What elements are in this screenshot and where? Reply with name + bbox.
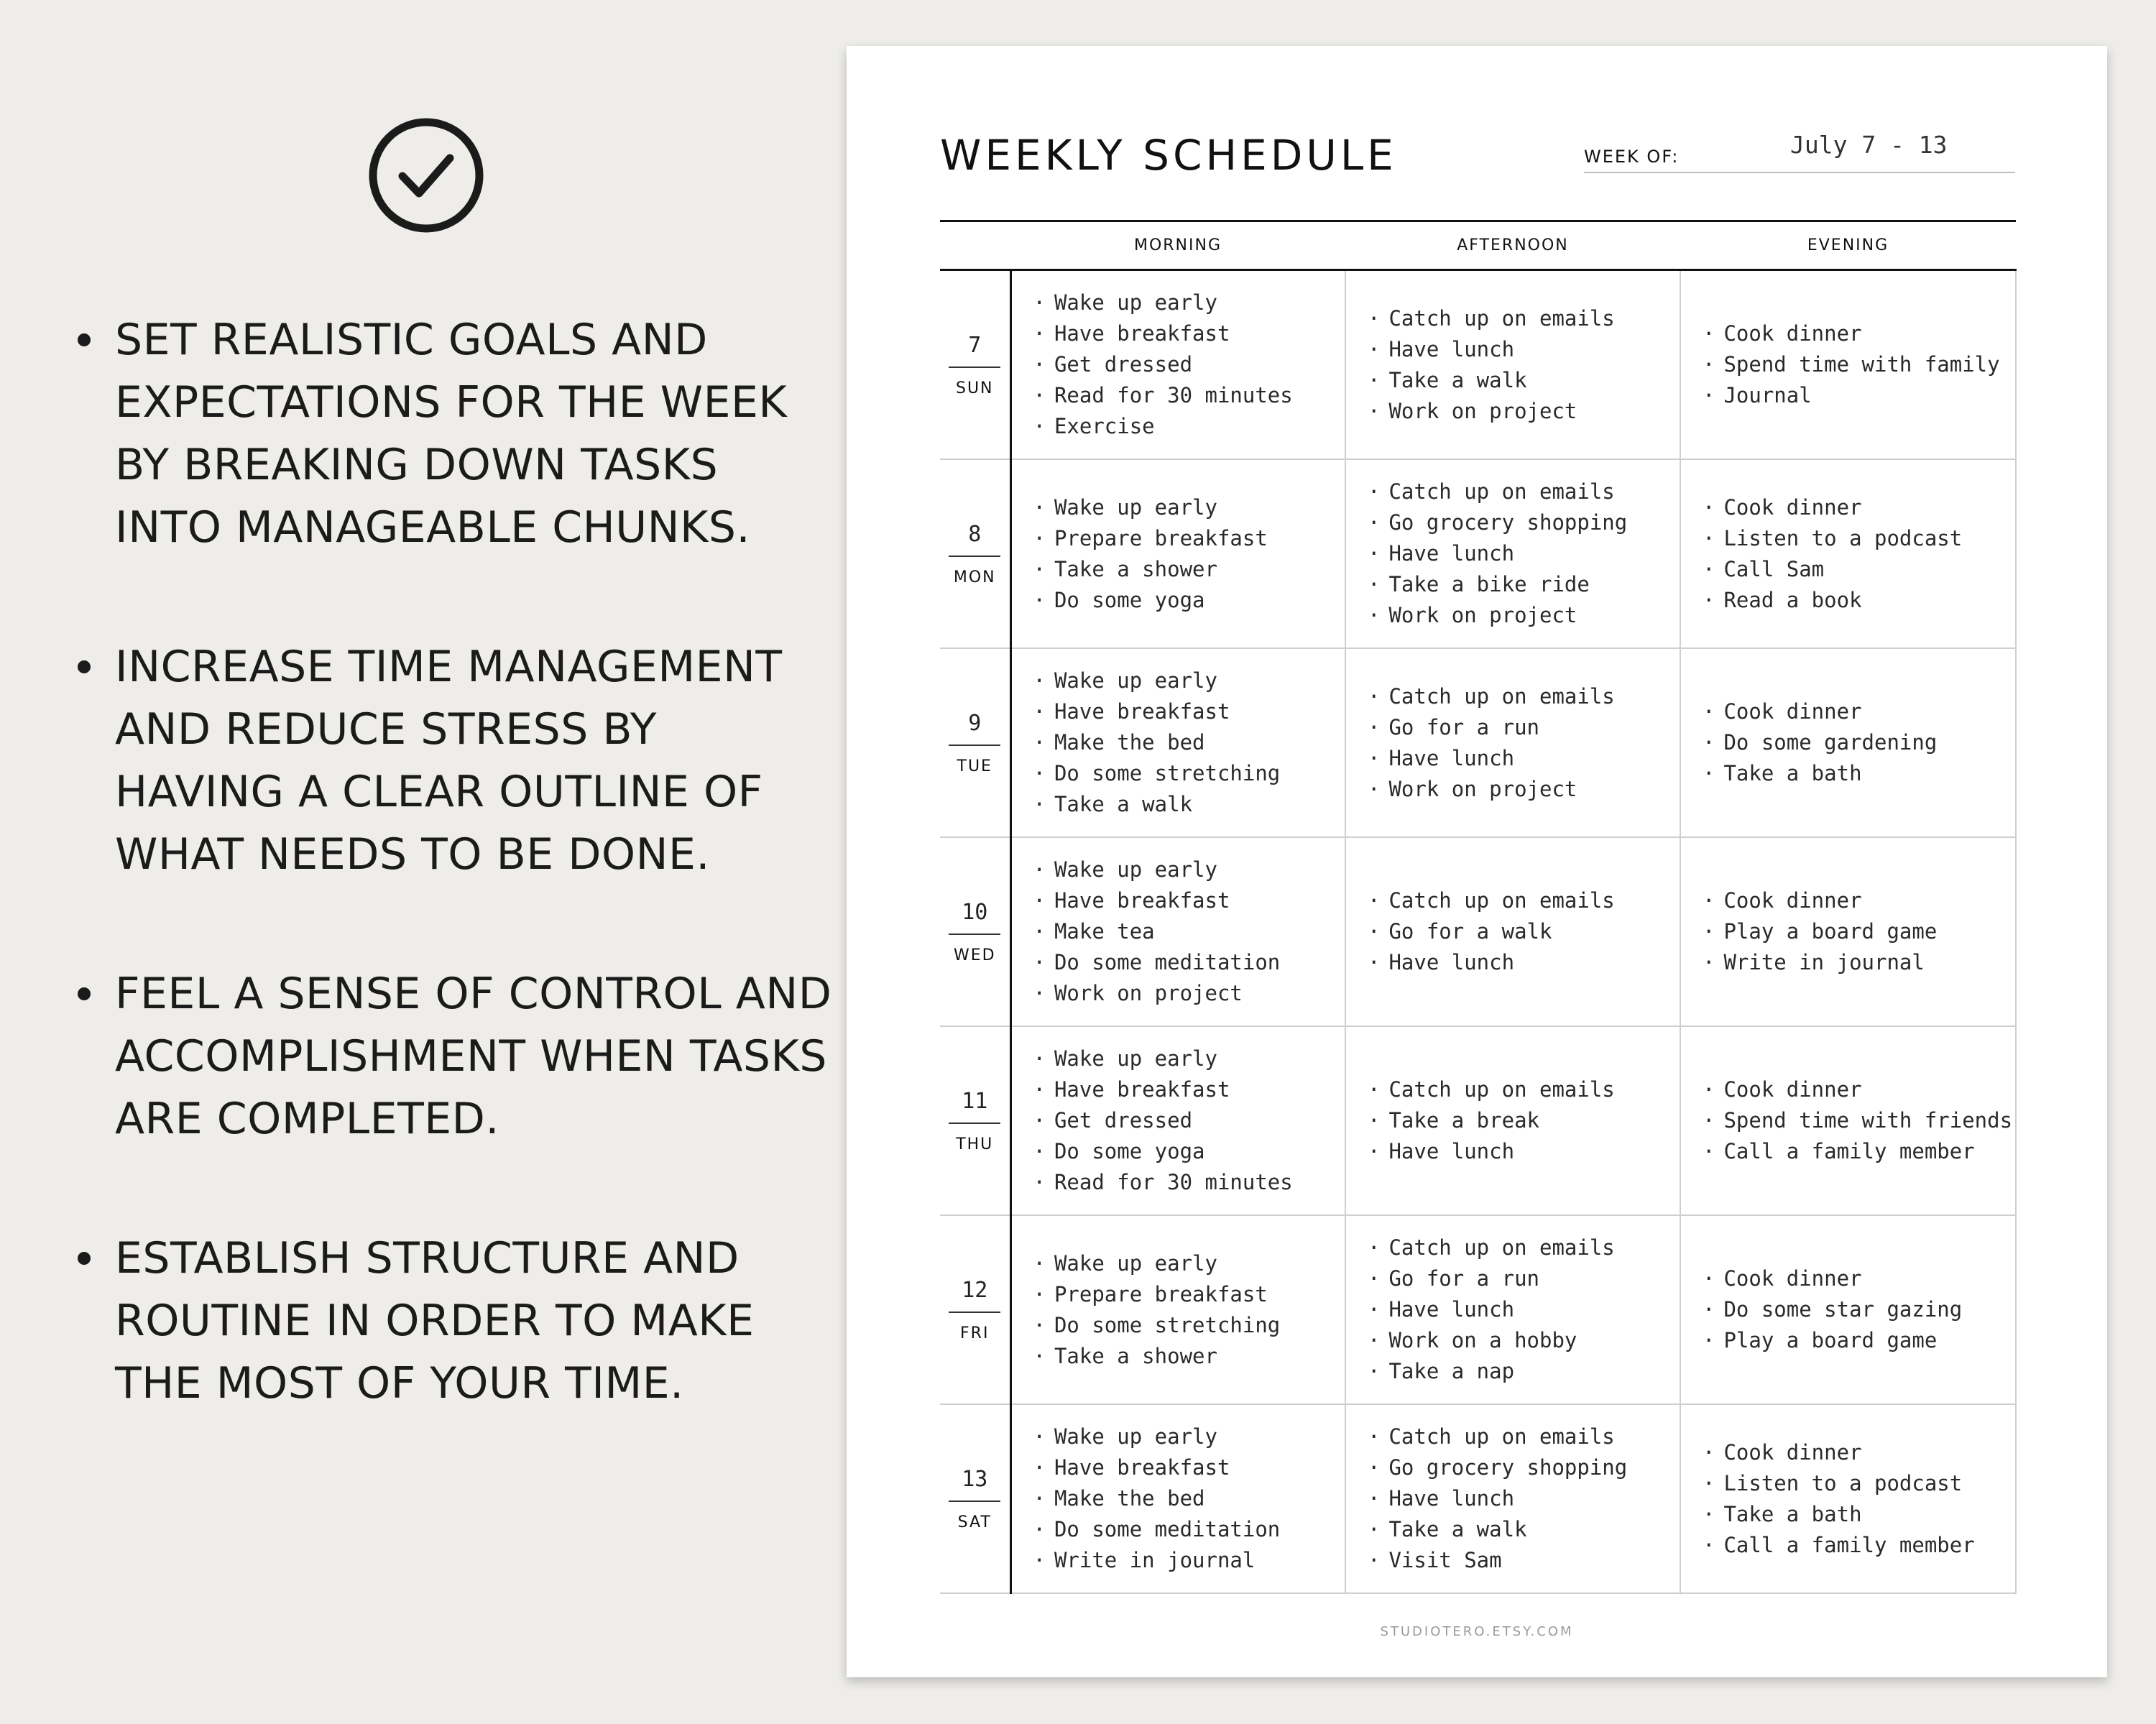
task-item: · Take a bike ride [1368,569,1680,600]
task-item: · Do some meditation [1033,1514,1345,1545]
afternoon-cell [1345,1026,1680,1215]
task-item: · Have lunch [1368,538,1680,569]
column-header-evening: EVENING [1680,221,2016,270]
task-item: · Work on project [1368,774,1680,805]
afternoon-cell [1345,648,1680,837]
task-item: · Have breakfast [1033,1074,1345,1105]
task-item: · Visit Sam [1368,1545,1680,1576]
afternoon-task-list [1368,1074,1680,1167]
afternoon-cell [1345,1215,1680,1404]
benefit-text: ESTABLISH STRUCTURE AND ROUTINE IN ORDER TO MAKE THE MOST OF YOUR TIME. [115,1233,755,1409]
task-item: · Work on project [1368,396,1680,427]
day-name: WED [953,946,996,964]
schedule-sheet [847,46,2107,1677]
task-item: · Have breakfast [1033,318,1345,349]
day-name: SUN [955,379,994,397]
day-name: THU [956,1135,994,1153]
task-item: · Make the bed [1033,727,1345,758]
evening-cell [1680,837,2016,1026]
day-number: 12 [949,1278,1000,1313]
afternoon-task-list [1368,303,1680,427]
benefit-item [72,1227,834,1415]
task-item: · Work on a hobby [1368,1325,1680,1356]
task-item: · Cook dinner [1703,1074,2015,1105]
morning-task-list [1033,492,1345,616]
task-item: · Take a bath [1703,1499,2015,1530]
evening-cell [1680,1404,2016,1593]
corner-header [940,221,1010,270]
evening-task-list [1703,885,2015,978]
benefit-item [72,309,834,559]
task-item: · Take a break [1368,1105,1680,1136]
day-row [940,459,2016,648]
task-item: · Do some yoga [1033,1136,1345,1167]
task-item: · Go grocery shopping [1368,1452,1680,1483]
week-of-label: WEEK OF: [1584,147,1680,167]
task-item: · Do some yoga [1033,585,1345,616]
afternoon-task-list [1368,1421,1680,1576]
task-item: · Go grocery shopping [1368,507,1680,538]
task-item: · Go for a run [1368,1263,1680,1294]
task-item: · Get dressed [1033,349,1345,380]
benefit-text: INCREASE TIME MANAGEMENT AND REDUCE STRESS BY HAVING A CLEAR OUTLINE OF WHAT NEEDS TO BE DONE. [115,642,783,880]
task-item: · Make the bed [1033,1483,1345,1514]
day-name: TUE [957,757,992,775]
task-item: · Cook dinner [1703,696,2015,727]
day-cell [940,648,1010,837]
task-item: · Have breakfast [1033,1452,1345,1483]
task-item: · Wake up early [1033,492,1345,523]
task-item: · Write in journal [1703,947,2015,978]
morning-cell [1010,1215,1345,1404]
day-number: 11 [949,1089,1000,1124]
task-item: · Catch up on emails [1368,1232,1680,1263]
task-item: · Take a bath [1703,758,2015,789]
day-cell [940,1404,1010,1593]
task-item: · Exercise [1033,411,1345,442]
evening-cell [1680,270,2016,460]
task-item: · Prepare breakfast [1033,1279,1345,1310]
day-name: MON [953,568,996,586]
task-item: · Take a walk [1368,1514,1680,1545]
column-header-morning: MORNING [1010,221,1345,270]
week-of-value: July 7 - 13 [1790,131,1948,159]
morning-task-list [1033,854,1345,1009]
task-item: · Take a walk [1033,789,1345,820]
morning-cell [1010,837,1345,1026]
sheet-title: WEEKLY SCHEDULE [940,131,1397,180]
task-item: · Play a board game [1703,1325,2015,1356]
benefits-list [72,309,834,1492]
task-item: · Take a nap [1368,1356,1680,1387]
task-item: · Have breakfast [1033,696,1345,727]
day-number: 8 [949,522,1000,557]
task-item: · Do some star gazing [1703,1294,2015,1325]
task-item: · Do some gardening [1703,727,2015,758]
task-item: · Wake up early [1033,854,1345,885]
task-item: · Have breakfast [1033,885,1345,916]
task-item: · Have lunch [1368,947,1680,978]
task-item: · Journal [1703,380,2015,411]
morning-task-list [1033,1248,1345,1372]
task-item: · Prepare breakfast [1033,523,1345,554]
task-item: · Have lunch [1368,1294,1680,1325]
check-circle-icon [368,117,484,234]
task-item: · Catch up on emails [1368,681,1680,712]
task-item: · Take a walk [1368,365,1680,396]
task-item: · Write in journal [1033,1545,1345,1576]
day-cell [940,837,1010,1026]
day-number: 13 [949,1467,1000,1502]
task-item: · Cook dinner [1703,318,2015,349]
afternoon-cell [1345,270,1680,460]
footer-url: STUDIOTERO.ETSY.COM [1380,1624,1574,1639]
afternoon-cell [1345,459,1680,648]
evening-cell [1680,648,2016,837]
morning-cell [1010,648,1345,837]
task-item: · Do some meditation [1033,947,1345,978]
task-item: · Catch up on emails [1368,1421,1680,1452]
task-item: · Have lunch [1368,743,1680,774]
evening-cell [1680,1215,2016,1404]
task-item: · Have lunch [1368,334,1680,365]
evening-task-list [1703,1437,2015,1561]
task-item: · Catch up on emails [1368,476,1680,507]
task-item: · Spend time with friends [1703,1105,2015,1136]
benefit-item [72,963,834,1151]
evening-task-list [1703,492,2015,616]
task-item: · Work on project [1368,600,1680,631]
column-header-afternoon: AFTERNOON [1345,221,1680,270]
schedule-table [940,220,2017,1594]
bullet-icon [78,660,91,673]
afternoon-cell [1345,1404,1680,1593]
week-of-line [1584,172,2015,173]
task-item: · Catch up on emails [1368,885,1680,916]
task-item: · Call a family member [1703,1530,2015,1561]
task-item: · Wake up early [1033,1421,1345,1452]
task-item: · Call a family member [1703,1136,2015,1167]
morning-task-list [1033,287,1345,442]
evening-task-list [1703,318,2015,411]
task-item: · Wake up early [1033,665,1345,696]
evening-task-list [1703,1074,2015,1167]
day-number: 7 [949,333,1000,368]
task-item: · Do some stretching [1033,1310,1345,1341]
afternoon-task-list [1368,885,1680,978]
day-row [940,1026,2016,1215]
task-item: · Make tea [1033,916,1345,947]
task-item: · Go for a walk [1368,916,1680,947]
evening-cell [1680,459,2016,648]
task-item: · Cook dinner [1703,492,2015,523]
task-item: · Take a shower [1033,554,1345,585]
day-cell [940,270,1010,460]
morning-cell [1010,1404,1345,1593]
task-item: · Get dressed [1033,1105,1345,1136]
bullet-icon [78,987,91,1000]
task-item: · Call Sam [1703,554,2015,585]
day-cell [940,459,1010,648]
task-item: · Cook dinner [1703,1263,2015,1294]
benefit-text: FEEL A SENSE OF CONTROL AND ACCOMPLISHMENT WHEN TASKS ARE COMPLETED. [115,969,832,1144]
task-item: · Listen to a podcast [1703,1468,2015,1499]
task-item: · Have lunch [1368,1136,1680,1167]
morning-cell [1010,459,1345,648]
bullet-icon [78,1252,91,1265]
task-item: · Spend time with family [1703,349,2015,380]
task-item: · Wake up early [1033,1043,1345,1074]
afternoon-task-list [1368,1232,1680,1387]
task-item: · Catch up on emails [1368,1074,1680,1105]
task-item: · Cook dinner [1703,1437,2015,1468]
task-item: · Wake up early [1033,1248,1345,1279]
day-cell [940,1215,1010,1404]
benefit-text: SET REALISTIC GOALS AND EXPECTATIONS FOR THE WEEK BY BREAKING DOWN TASKS INTO MANAGEABLE CHUNKS. [115,315,788,553]
day-name: FRI [960,1324,990,1342]
task-item: · Read for 30 minutes [1033,380,1345,411]
task-item: · Have lunch [1368,1483,1680,1514]
morning-task-list [1033,1421,1345,1576]
day-number: 9 [949,711,1000,746]
day-row [940,1404,2016,1593]
evening-task-list [1703,1263,2015,1356]
afternoon-cell [1345,837,1680,1026]
benefit-item [72,636,834,886]
task-item: · Catch up on emails [1368,303,1680,334]
task-item: · Play a board game [1703,916,2015,947]
morning-cell [1010,270,1345,460]
evening-task-list [1703,696,2015,789]
task-item: · Wake up early [1033,287,1345,318]
day-number: 10 [949,900,1000,935]
day-row [940,1215,2016,1404]
task-item: · Work on project [1033,978,1345,1009]
morning-task-list [1033,665,1345,820]
afternoon-task-list [1368,681,1680,805]
day-cell [940,1026,1010,1215]
task-item: · Cook dinner [1703,885,2015,916]
day-name: SAT [957,1513,992,1531]
afternoon-task-list [1368,476,1680,631]
evening-cell [1680,1026,2016,1215]
task-item: · Read a book [1703,585,2015,616]
task-item: · Go for a run [1368,712,1680,743]
day-row [940,837,2016,1026]
day-row [940,270,2016,460]
task-item: · Take a shower [1033,1341,1345,1372]
day-row [940,648,2016,837]
header-row [940,221,2016,270]
bullet-icon [78,333,91,346]
morning-task-list [1033,1043,1345,1198]
morning-cell [1010,1026,1345,1215]
task-item: · Do some stretching [1033,758,1345,789]
task-item: · Listen to a podcast [1703,523,2015,554]
task-item: · Read for 30 minutes [1033,1167,1345,1198]
